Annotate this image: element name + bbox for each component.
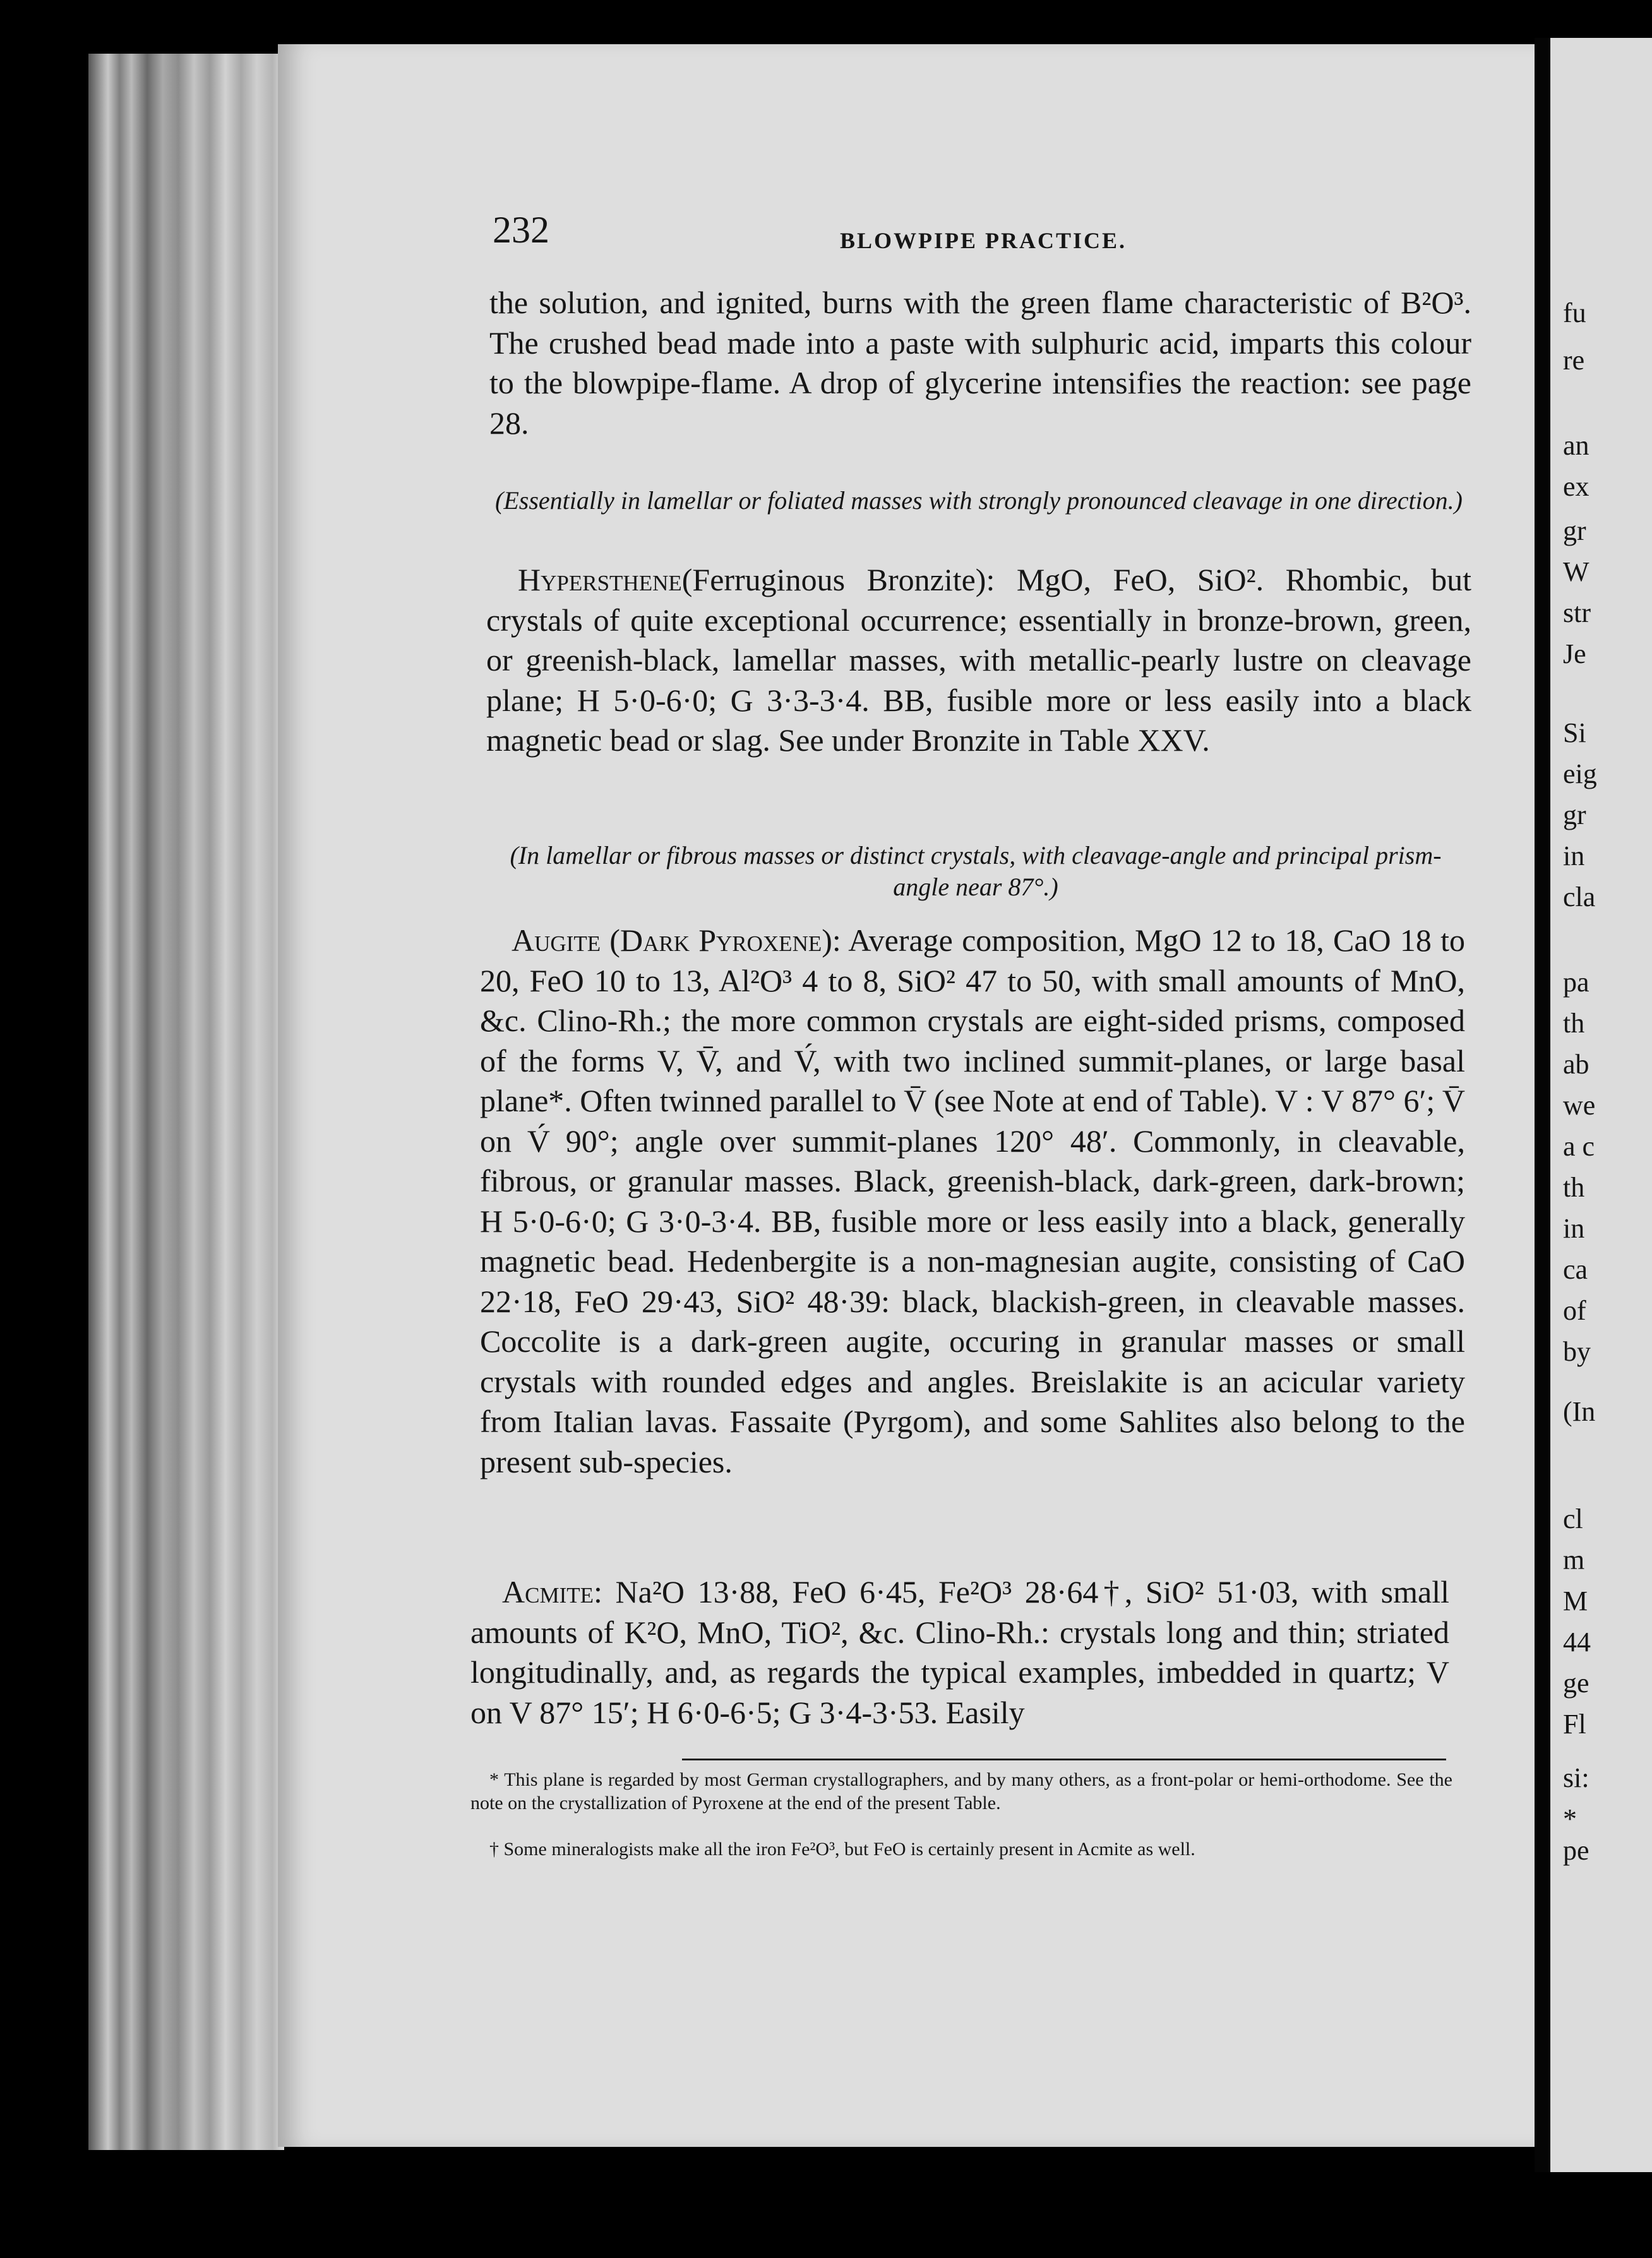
mineral-name-hypersthene: Hypersthene (518, 562, 682, 597)
footnote-basal-plane: * This plane is regarded by most German crystallographers, and by many others, as a front-polar or hemi-orthodome. See the note on the crystallization of Pyroxene at the end of the present Table. (470, 1769, 1452, 1813)
mineral-name-acmite: Acmite (502, 1574, 594, 1610)
facing-page-fragment: eig (1563, 758, 1597, 789)
facing-page-fragment: a c (1563, 1131, 1595, 1162)
facing-page-fragment: 44 (1563, 1627, 1591, 1658)
facing-page-fragment: str (1563, 597, 1591, 628)
facing-page-fragment: pa (1563, 967, 1589, 998)
paragraph-acmite (470, 1572, 1449, 1733)
facing-page-fragment: ab (1563, 1049, 1589, 1080)
page-edges (88, 54, 284, 2150)
facing-page-fragment: pe (1563, 1835, 1589, 1866)
paragraph-text: : Na²O 13·88, FeO 6·45, Fe²O³ 28·64†, SiO² 51·03, with small amounts of K²O, MnO, TiO², &c. Clino-Rh.: crystals long and thin; striated longitudinally, and, as regards the typical examples, imbedded in quartz; V on V 87° 15′; H 6·0-6·5; G 3·4-3·53. Easily (470, 1574, 1449, 1730)
facing-page-fragment: re (1563, 345, 1585, 376)
facing-page-fragment: we (1563, 1090, 1596, 1121)
section-note-fibrous: (In lamellar or fibrous masses or distinct crystals, with cleavage-angle and principal prism-angle near 87°.) (510, 841, 1442, 901)
facing-page-fragment: an (1563, 430, 1589, 461)
facing-page-fragment: cl (1563, 1503, 1583, 1534)
facing-page-fragment: gr (1563, 799, 1586, 830)
facing-page-fragment: cla (1563, 881, 1596, 912)
paragraph-text: : Average composition, MgO 12 to 18, CaO 18 to 20, FeO 10 to 13, Al²O³ 4 to 8, SiO² 47 to 50, with small amounts of MnO, &c. Clino-Rh.; the more common crystals are eight-sided prisms, composed of the forms V, V̄, and V́, with two inclined summit-planes, or large basal plane*. Often twinned parallel to V̄ (see Note at end of Table). V : V 87° 6′; V̄ on V́ 90°; angle over summit-planes 120° 48′. Commonly, in cleavable, fibrous, or granular masses. Black, greenish-black, dark-green, dark-brown; H 5·0-6·0; G 3·0-3·4. BB, fusible more or less easily into a black, generally magnetic bead. Hedenbergite is a non-magnesian augite, consisting of CaO 22·18, FeO 29·43, SiO² 48·39: black, blackish-green, in cleavable masses. Coccolite is a dark-green augite, occuring in granular masses or small crystals with rounded edges and angles. Breislakite is an acicular variety from Italian lavas. Fassaite (Pyrgom), and some Sahlites also belong to the present sub-species. (480, 923, 1466, 1479)
facing-page-fragment: Si (1563, 717, 1586, 748)
paragraph-boric (489, 283, 1471, 443)
facing-page-fragment: M (1563, 1586, 1588, 1616)
facing-page-fragment: th (1563, 1008, 1585, 1039)
paragraph-augite (480, 921, 1465, 1482)
book-gutter (1535, 38, 1550, 2172)
facing-page-fragment: m (1563, 1544, 1585, 1575)
footnote-rule (682, 1759, 1446, 1760)
paragraph-text: the solution, and ignited, burns with the green flame characteristic of B²O³. The crushed bead made into a paste with sulphuric acid, imparts this colour to the blowpipe-flame. A drop of glycerine intensifies the reaction: see page 28. (489, 285, 1471, 441)
facing-page-fragment: Je (1563, 638, 1586, 669)
facing-page-fragment: in (1563, 840, 1585, 871)
facing-page-fragment: W (1563, 556, 1589, 587)
paragraph-text: (Ferruginous Bronzite): MgO, FeO, SiO². Rhombic, but crystals of quite exceptional occurrence; essentially in bronze-brown, green, or greenish-black, lamellar masses, with metallic-pearly lustre on cleavage plane; H 5·0-6·0; G 3·3-3·4. BB, fusible more or less easily into a black magnetic bead or slag. See under Bronzite in Table XXV. (486, 562, 1471, 758)
facing-page-fragment: si: (1563, 1762, 1589, 1793)
facing-page-fragment: ca (1563, 1254, 1588, 1285)
facing-page-fragment: Fl (1563, 1709, 1586, 1740)
facing-page-fragment: of (1563, 1295, 1586, 1326)
facing-page-fragment: * (1563, 1803, 1577, 1834)
section-note-lamellar: (Essentially in lamellar or foliated masses with strongly pronounced cleavage in one direction.) (495, 486, 1463, 515)
paragraph-hypersthene (486, 560, 1471, 761)
mineral-name-augite: Augite (Dark Pyroxene) (512, 923, 832, 958)
facing-page-fragment: gr (1563, 515, 1586, 546)
facing-page-fragment: ge (1563, 1668, 1589, 1699)
facing-page-fragment: fu (1563, 297, 1586, 328)
facing-page-fragment: (In (1563, 1396, 1596, 1427)
facing-page-fragment: by (1563, 1336, 1591, 1367)
facing-page-fragment: th (1563, 1172, 1585, 1203)
footnote-iron: † Some mineralogists make all the iron Fe²O³, but FeO is certainly present in Acmite as well. (489, 1839, 1195, 1860)
running-head: BLOWPIPE PRACTICE. (840, 228, 1127, 253)
page-number: 232 (493, 209, 549, 251)
facing-page-fragment: in (1563, 1213, 1585, 1244)
facing-page-fragment: ex (1563, 471, 1589, 502)
